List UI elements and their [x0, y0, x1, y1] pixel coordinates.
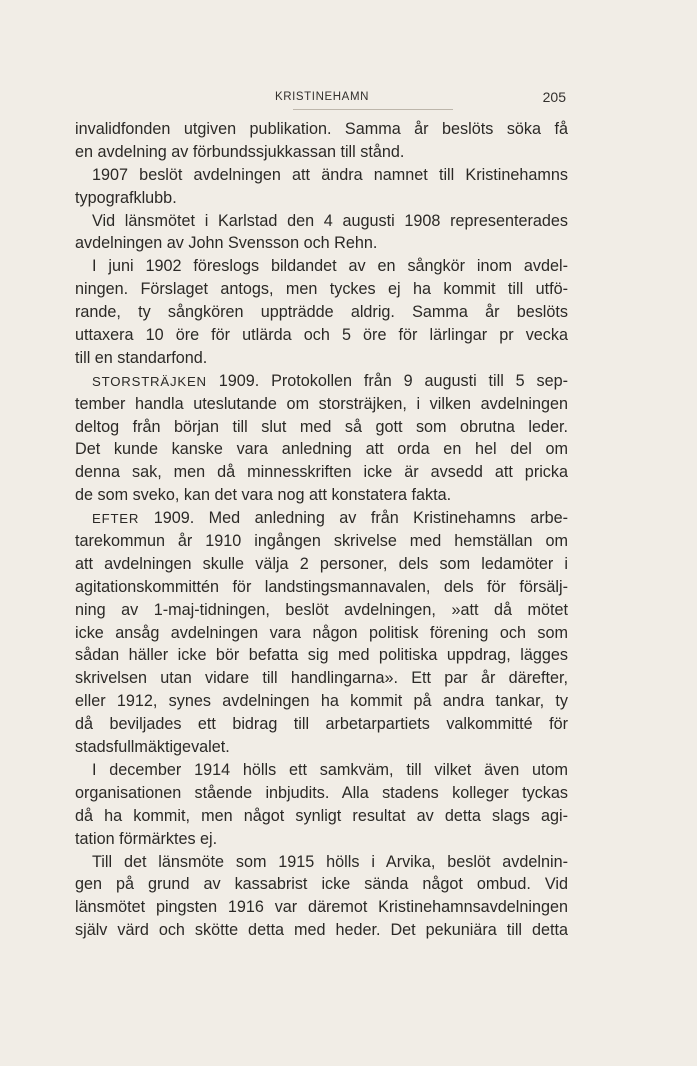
- text-line: [75, 393, 568, 416]
- line-text: då beviljades ett bidrag till arbetarpartiets valkommitté för: [75, 715, 568, 734]
- text-line: [75, 759, 568, 782]
- line-text: eller 1912, synes avdelningen ha kommit på andra tankar, ty: [75, 692, 568, 711]
- line-text: sådan häller icke bör befatta sig med politiska uppdrag, lägges: [75, 646, 568, 665]
- section-heading-smallcaps: STORSTRÄJKEN: [92, 373, 207, 389]
- text-line: [75, 255, 568, 278]
- line-text: 1909. Protokollen från 9 augusti till 5 sep-: [206, 371, 568, 390]
- text-line: [75, 141, 568, 164]
- text-line: [75, 347, 568, 370]
- text-line: [75, 713, 568, 736]
- text-line: [75, 118, 568, 141]
- line-text: agitationskommittén för landstingsmannavalen, dels för försälj-: [75, 577, 568, 596]
- text-line: [75, 370, 568, 393]
- line-text: Till det länsmöte som 1915 hölls i Arvika, beslöt avdelnin-: [92, 852, 568, 871]
- text-line: [75, 828, 568, 851]
- running-header: [78, 88, 566, 110]
- text-line: [75, 576, 568, 599]
- line-text: till en standarfond.: [75, 348, 208, 367]
- line-text: invalidfonden utgiven publikation. Samma år beslöts söka få: [75, 120, 568, 138]
- text-line: [75, 507, 568, 530]
- body-text: [75, 118, 568, 942]
- line-text: avdelningen av John Svensson och Rehn.: [75, 234, 378, 253]
- section-heading-smallcaps: EFTER: [92, 511, 140, 527]
- line-text: I juni 1902 föreslogs bildandet av en sångkör inom avdel-: [92, 257, 568, 276]
- text-line: [75, 919, 568, 942]
- text-line: [75, 667, 568, 690]
- header-rule: [293, 109, 453, 110]
- line-text: tember handla uteslutande om storsträjken, i vilken avdelningen: [75, 394, 568, 413]
- line-text: då ha kommit, men något synligt resultat av detta slags agi-: [75, 806, 568, 825]
- text-line: [75, 438, 568, 461]
- text-line: [75, 622, 568, 645]
- text-line: [75, 210, 568, 233]
- line-text: Vid länsmötet i Karlstad den 4 augusti 1908 representerades: [92, 211, 568, 230]
- line-text: skrivelsen utan vidare till handlingarna». Ett par år därefter,: [75, 669, 568, 688]
- line-text: icke ansåg avdelningen vara någon politisk förening och som: [75, 623, 568, 642]
- text-line: [75, 599, 568, 622]
- line-text: organisationen stående inbjudits. Alla stadens kolleger tyckas: [75, 783, 568, 802]
- line-text: tation förmärktes ej.: [75, 829, 218, 848]
- line-text: att avdelningen skulle välja 2 personer, dels som ledamöter i: [75, 554, 568, 573]
- text-line: [75, 553, 568, 576]
- line-text: 1907 beslöt avdelningen att ändra namnet till Kristinehamns: [92, 165, 568, 184]
- text-line: [75, 782, 568, 805]
- line-text: de som sveko, kan det vara nog att konstatera fakta.: [75, 486, 452, 505]
- text-line: [75, 461, 568, 484]
- line-text: rande, ty sångkören uppträdde aldrig. Samma år beslöts: [75, 303, 568, 322]
- line-text: stadsfullmäktigevalet.: [75, 738, 230, 757]
- page-number: 205: [542, 89, 566, 105]
- line-text: en avdelning av förbundssjukkassan till stånd.: [75, 142, 405, 161]
- line-text: uttaxera 10 öre för utlärda och 5 öre för lärlingar pr vecka: [75, 326, 568, 345]
- running-title: KRISTINEHAMN: [274, 91, 370, 103]
- text-line: [75, 851, 568, 874]
- line-text: ningen. Förslaget antogs, men tyckes ej ha kommit till utfö-: [75, 280, 568, 299]
- text-line: [75, 164, 568, 187]
- line-text: gen på grund av kassabrist icke sända något ombud. Vid: [75, 875, 568, 894]
- line-text: deltog från början till slut med så gott som obrutna leder.: [75, 417, 568, 436]
- text-line: [75, 896, 568, 919]
- text-line: [75, 416, 568, 439]
- text-line: [75, 644, 568, 667]
- line-text: tarekommun år 1910 ingången skrivelse med hemställan om: [75, 532, 568, 551]
- line-text: själv värd och skötte detta med heder. Det pekuniära till detta: [75, 921, 568, 940]
- text-line: [75, 232, 568, 255]
- line-text: ning av 1-maj-tidningen, beslöt avdelningen, »att då mötet: [75, 600, 568, 619]
- text-line: [75, 324, 568, 347]
- text-line: [75, 484, 568, 507]
- line-text: typografklubb.: [75, 188, 177, 207]
- text-line: [75, 530, 568, 553]
- text-line: [75, 736, 568, 759]
- text-line: [75, 805, 568, 828]
- text-line: [75, 278, 568, 301]
- text-line: [75, 187, 568, 210]
- line-text: Det kunde kanske vara anledning att orda en hel del om: [75, 440, 568, 459]
- line-text: I december 1914 hölls ett samkväm, till vilket även utom: [92, 760, 568, 779]
- text-line: [75, 301, 568, 324]
- text-line: [75, 690, 568, 713]
- line-text: 1909. Med anledning av från Kristinehamns arbe-: [139, 509, 568, 528]
- text-line: [75, 873, 568, 896]
- line-text: denna sak, men då minnesskriften icke är avsedd att pricka: [75, 463, 568, 482]
- line-text: länsmötet pingsten 1916 var däremot Kristinehamnsavdelningen: [75, 898, 568, 917]
